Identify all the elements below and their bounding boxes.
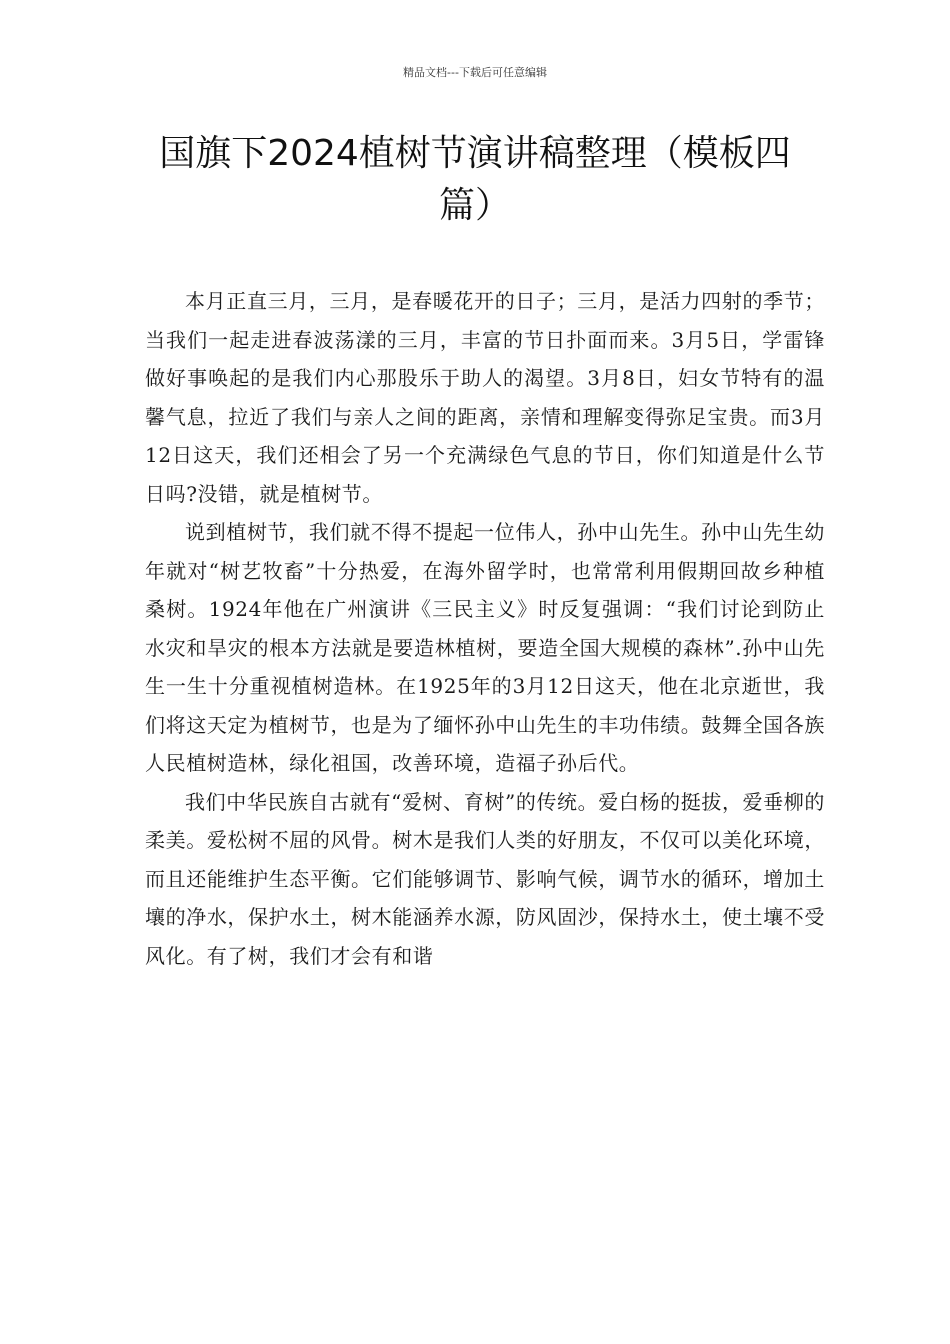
header-note: 精品文档---下载后可任意编辑 [403,66,547,79]
document-title: 国旗下2024植树节演讲稿整理（模板四篇） [159,133,791,226]
paragraph-2: 说到植树节，我们就不得不提起一位伟人，孙中山先生。孙中山先生幼年就对“树艺牧畜”十分热爱，在海外留学时，也常常利用假期回故乡种植桑树。1924年他在广州演讲《三民主义》时反复强调：“我们讨论到防止水灾和旱灾的根本方法就是要造林植树，要造全国大规模的森林”.孙中山先生一生十分重视植树造林。在1925年的3月12日这天，他在北京逝世，我们将这天定为植树节，也是为了缅怀孙中山先生的丰功伟绩。鼓舞全国各族人民植树造林，绿化祖国，改善环境，造福子孙后代。 [145,520,825,775]
paragraph-3: 我们中华民族自古就有“爱树、育树”的传统。爱白杨的挺拔，爱垂柳的柔美。爱松树不屈的风骨。树木是我们人类的好朋友，不仅可以美化环境，而且还能维护生态平衡。它们能够调节、影响气候，调节水的循环，增加土壤的净水，保护水土，树木能涵养水源，防风固沙，保持水土，使土壤不受风化。有了树，我们才会有和谐 [145,789,825,968]
paragraph-1: 本月正直三月，三月，是春暖花开的日子；三月，是活力四射的季节；当我们一起走进春波荡漾的三月，丰富的节日扑面而来。3月5日，学雷锋做好事唤起的是我们内心那股乐于助人的渴望。3月8日，妇女节特有的温馨气息，拉近了我们与亲人之间的距离，亲情和理解变得弥足宝贵。而3月12日这天，我们还相会了另一个充满绿色气息的节日，你们知道是什么节日吗?没错，就是植树节。 [145,289,825,506]
document-body [145,282,825,975]
